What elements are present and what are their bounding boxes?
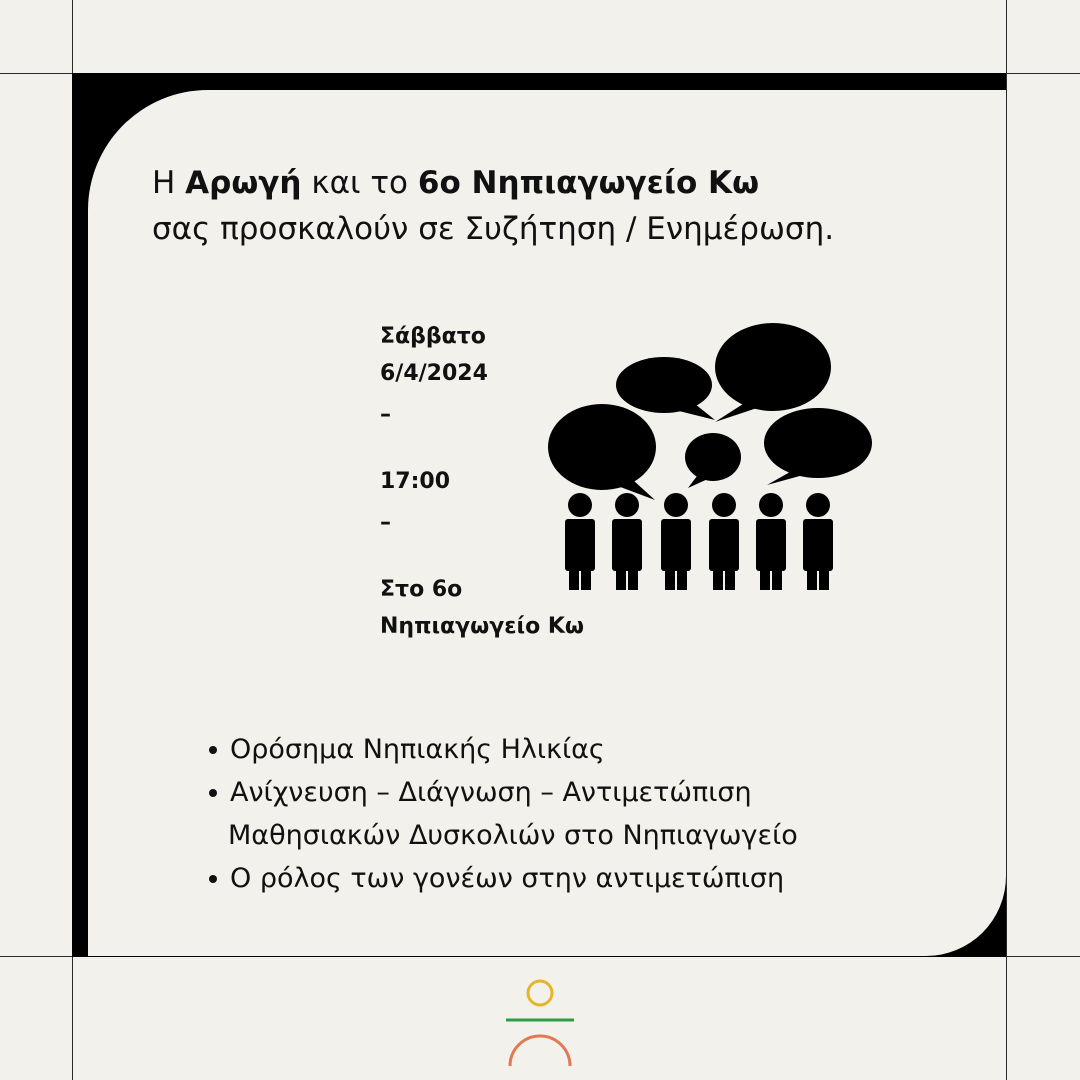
people-speech-bubbles-icon (545, 320, 875, 595)
invitation-headline (152, 160, 834, 252)
headline-prefix: Η (152, 165, 176, 201)
event-separator-1: – (380, 402, 391, 427)
arogi-logo-icon (502, 975, 578, 1070)
event-place-line2: Νηπιαγωγείο Κω (380, 614, 585, 639)
topics-list (205, 728, 798, 900)
event-time: 17:00 (380, 469, 451, 494)
event-place-line1: Στο 6ο (380, 577, 463, 602)
topic-text: Ο ρόλος των γονέων στην αντιμετώπιση (230, 863, 785, 894)
topic-item (205, 771, 798, 857)
topic-text: Ανίχνευση – Διάγνωση – Αντιμετώπιση (230, 777, 752, 808)
topic-item (205, 857, 798, 900)
event-separator-2: – (380, 510, 391, 535)
headline-and: και το (311, 165, 409, 201)
event-date: 6/4/2024 (380, 361, 488, 386)
org-name: Αρωγή (185, 165, 302, 201)
headline-line2: σας προσκαλούν σε Συζήτηση / Ενημέρωση. (152, 211, 835, 247)
topic-item (205, 728, 798, 771)
event-day: Σάββατο (380, 324, 486, 349)
topic-text: Ορόσημα Νηπιακής Ηλικίας (230, 734, 605, 765)
guide-line-right (1006, 0, 1007, 1080)
school-name: 6ο Νηπιαγωγείο Κω (417, 165, 760, 201)
topic-text-continued: Μαθησιακών Δυσκολιών στο Νηπιαγωγείο (228, 820, 798, 851)
